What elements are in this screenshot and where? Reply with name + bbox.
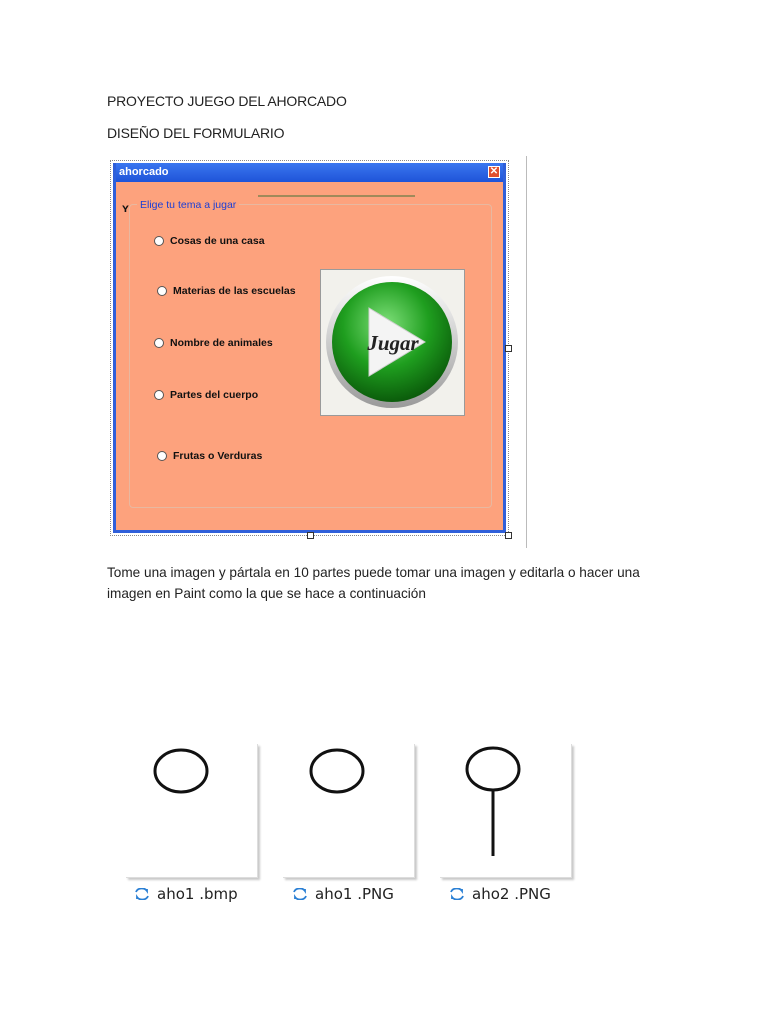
thumbnail-aho2-png[interactable]: [440, 744, 572, 878]
play-icon: [321, 270, 464, 415]
thumbnail-aho1-bmp[interactable]: [126, 744, 258, 878]
resize-handle-corner[interactable]: [505, 532, 512, 539]
radio-label: Frutas o Verduras: [173, 450, 263, 462]
radio-option-materias[interactable]: [157, 285, 296, 297]
radio-option-casa[interactable]: [154, 235, 265, 247]
image-file-icon: [450, 888, 464, 900]
file-caption[interactable]: [293, 886, 394, 902]
radio-label: Partes del cuerpo: [170, 389, 259, 401]
groupbox-label: Elige tu tema a jugar: [137, 199, 239, 211]
radio-label: Cosas de una casa: [170, 235, 265, 247]
radio-button[interactable]: [154, 338, 164, 348]
file-name: aho2 .PNG: [472, 886, 551, 902]
form-window: [113, 163, 506, 533]
radio-button[interactable]: [154, 236, 164, 246]
slider-track: [258, 195, 415, 197]
file-name: aho1 .PNG: [315, 886, 394, 902]
file-name: aho1 .bmp: [157, 886, 238, 902]
image-file-icon: [135, 888, 149, 900]
play-button[interactable]: [320, 269, 465, 416]
hangman-head-body-image: [440, 744, 571, 877]
instruction-paragraph: Tome una imagen y pártala en 10 partes puede tomar una imagen y editarla o hacer una imagen en Paint como la que se hace a continuación: [107, 565, 640, 601]
thumbnail-aho1-png[interactable]: [283, 744, 415, 878]
radio-button[interactable]: [157, 286, 167, 296]
document-heading-form-design: DISEÑO DEL FORMULARIO: [107, 125, 285, 141]
radio-button[interactable]: [154, 390, 164, 400]
window-title: ahorcado: [119, 166, 169, 178]
resize-handle-right[interactable]: [505, 345, 512, 352]
radio-label: Materias de las escuelas: [173, 285, 296, 297]
hangman-head-image: [283, 744, 414, 877]
margin-guide-line: [526, 156, 527, 548]
window-titlebar[interactable]: [116, 163, 503, 182]
resize-handle-bottom[interactable]: [307, 532, 314, 539]
file-caption[interactable]: [135, 886, 238, 902]
hangman-head-image: [126, 744, 257, 877]
document-heading-project: PROYECTO JUEGO DEL AHORCADO: [107, 93, 347, 109]
radio-option-cuerpo[interactable]: [154, 389, 258, 401]
radio-option-animales[interactable]: [154, 337, 273, 349]
radio-button[interactable]: [157, 451, 167, 461]
radio-label: Nombre de animales: [170, 337, 273, 349]
radio-option-frutas[interactable]: [157, 450, 262, 462]
cursor-icon: ʏ: [122, 201, 129, 215]
play-button-label: Jugar: [367, 331, 419, 355]
close-icon[interactable]: ✕: [489, 166, 499, 177]
file-caption[interactable]: [450, 886, 551, 902]
image-file-icon: [293, 888, 307, 900]
